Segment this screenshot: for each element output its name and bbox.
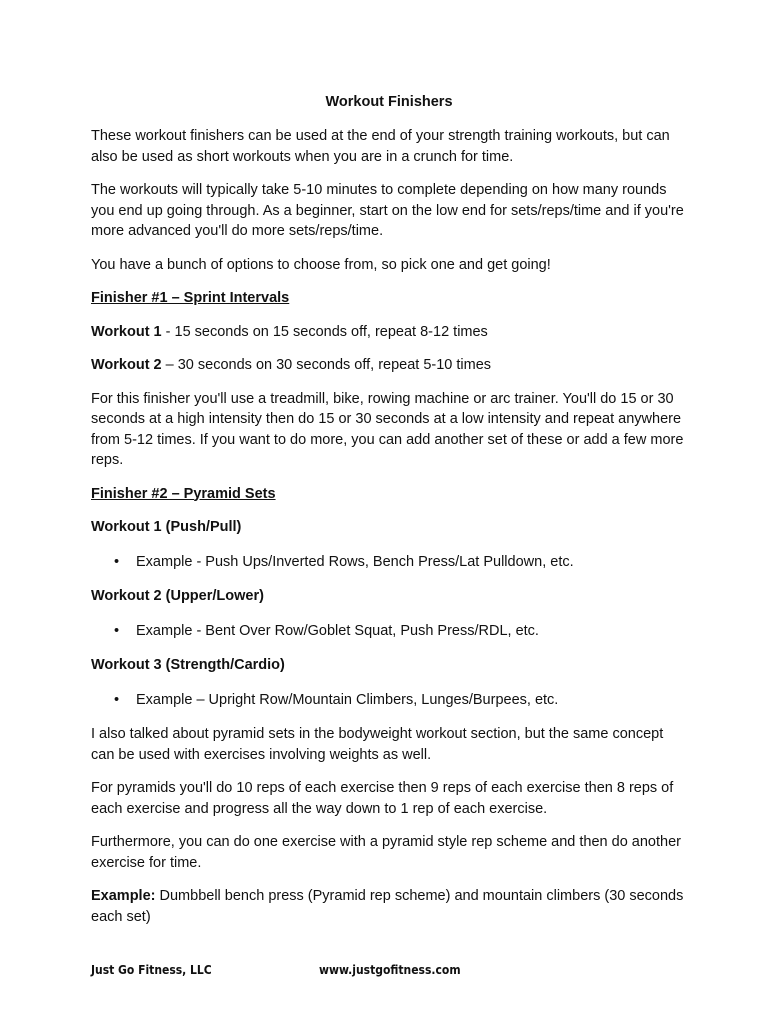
list-item <box>91 552 687 573</box>
example-label: Example: <box>91 888 156 904</box>
bullet-icon: • <box>114 553 120 570</box>
intro-paragraph: These workout finishers can be used at the end of your strength training workouts, but can also be used as short workouts when you are in a crunch for time. <box>91 128 670 165</box>
finisher-1-heading: Finisher #1 – Sprint Intervals <box>91 290 290 306</box>
example-list <box>91 621 687 642</box>
workout-label: Workout 1 <box>91 323 162 340</box>
example-text: Example - Push Ups/Inverted Rows, Bench Press/Lat Pulldown, etc. <box>136 553 574 570</box>
body-paragraph: Furthermore, you can do one exercise with a pyramid style rep scheme and then do another exercise for time. <box>91 834 681 871</box>
body-paragraph: I also talked about pyramid sets in the bodyweight workout section, but the same concept can be used with exercises involving weights as well. <box>91 726 664 763</box>
example-text: Example – Upright Row/Mountain Climbers, Lunges/Burpees, etc. <box>136 691 559 708</box>
example-text: Example - Bent Over Row/Goblet Squat, Push Press/RDL, etc. <box>136 622 539 639</box>
example-paragraph <box>91 886 687 927</box>
workout-heading: Workout 1 (Push/Pull) <box>91 519 242 535</box>
body-paragraph: For pyramids you'll do 10 reps of each exercise then 9 reps of each exercise then 8 reps of each exercise and progress all the way down to 1 rep of each exercise. <box>91 780 674 817</box>
workout-heading: Workout 2 (Upper/Lower) <box>91 588 264 604</box>
workout-heading: Workout 3 (Strength/Cardio) <box>91 657 285 673</box>
workout-label: Workout 2 <box>91 357 162 373</box>
page-title: Workout Finishers <box>325 94 453 110</box>
list-item <box>91 621 687 642</box>
finisher-1-workout-1 <box>91 322 687 343</box>
intro-paragraph: The workouts will typically take 5-10 minutes to complete depending on how many rounds you end up going through. As a beginner, start on the low end for sets/reps/time and if you're more advanced you'll do more sets/reps/time. <box>91 182 684 239</box>
bullet-icon: • <box>114 691 120 708</box>
intro-paragraph: You have a bunch of options to choose from, so pick one and get going! <box>91 256 551 273</box>
example-list <box>91 690 687 711</box>
workout-text: - 15 seconds on 15 seconds off, repeat 8-12 times <box>161 323 488 340</box>
example-text: Dumbbell bench press (Pyramid rep scheme) and mountain climbers (30 seconds each set) <box>91 888 684 925</box>
finisher-1-description: For this finisher you'll use a treadmill, bike, rowing machine or arc trainer. You'll do 15 or 30 seconds at a high intensity then do 15 or 30 seconds at a low intensity and repeat anywhere from 5-12 times. If you want to do more, you can add another set of these or add a few more reps. <box>91 390 684 468</box>
list-item <box>91 690 687 711</box>
example-list <box>91 552 687 573</box>
finisher-1-workout-2 <box>91 355 687 376</box>
bullet-icon: • <box>114 622 120 639</box>
finisher-2-heading: Finisher #2 – Pyramid Sets <box>91 485 276 502</box>
footer-company: Just Go Fitness, LLC <box>91 963 212 977</box>
footer-website: www.justgofitness.com <box>319 963 461 977</box>
workout-text: – 30 seconds on 30 seconds off, repeat 5-10 times <box>161 357 492 373</box>
document-body <box>91 92 687 940</box>
